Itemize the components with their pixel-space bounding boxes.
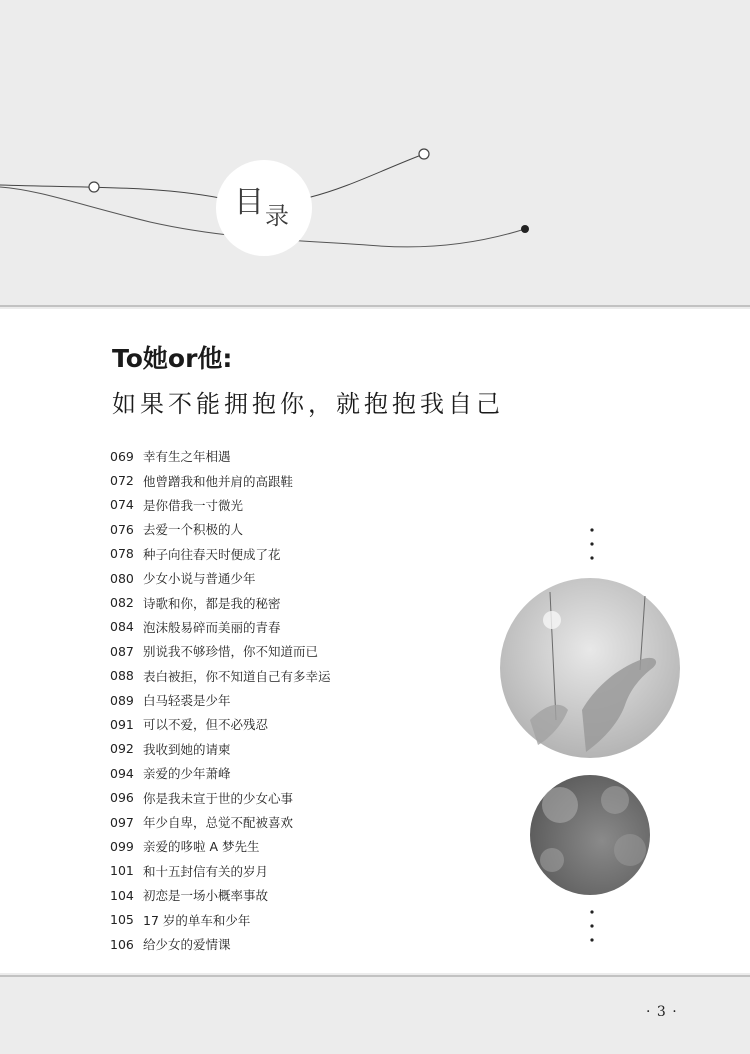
toc-list (110, 444, 331, 956)
toc-entry[interactable] (110, 859, 331, 883)
title-circle (216, 160, 312, 256)
deco-dot-open-left (89, 182, 99, 192)
dot-ornament (590, 938, 593, 941)
dot-ornament (590, 528, 593, 531)
toc-page-number: 106 (110, 936, 134, 952)
toc-entry-title: 幸有生之年相遇 (143, 449, 231, 465)
toc-entry-title: 和十五封信有关的岁月 (143, 863, 269, 879)
toc-page-number: 091 (110, 716, 134, 732)
toc-page-number: 105 (110, 912, 134, 928)
toc-entry[interactable] (110, 566, 331, 590)
toc-entry-title: 少女小说与普通少年 (143, 571, 256, 587)
page-title-char-2: 录 (265, 202, 289, 230)
deco-curve-1 (0, 154, 424, 203)
toc-entry-title: 17 岁的单车和少年 (143, 912, 251, 928)
toc-entry-title: 别说我不够珍惜，你不知道而已 (143, 644, 319, 660)
toc-page-number: 089 (110, 692, 134, 708)
toc-page-number: 078 (110, 546, 134, 562)
toc-entry[interactable] (110, 883, 331, 907)
dot-ornament (590, 542, 593, 545)
toc-page-number: 101 (110, 863, 134, 879)
sparkler-photo (500, 578, 680, 758)
toc-page-number: 097 (110, 814, 134, 830)
toc-entry[interactable] (110, 493, 331, 517)
toc-page-number: 074 (110, 497, 134, 513)
divider-top (0, 305, 750, 307)
deco-dot-filled (521, 225, 529, 233)
toc-entry[interactable] (110, 517, 331, 541)
toc-entry[interactable] (110, 761, 331, 785)
toc-page-number: 082 (110, 595, 134, 611)
toc-entry[interactable] (110, 785, 331, 809)
toc-page-number: 088 (110, 668, 134, 684)
toc-page-number: 076 (110, 521, 134, 537)
toc-entry[interactable] (110, 810, 331, 834)
toc-entry[interactable] (110, 639, 331, 663)
photo-decoration (490, 520, 690, 950)
toc-page-number: 080 (110, 570, 134, 586)
toc-page-number: 084 (110, 619, 134, 635)
toc-entry-title: 泡沫般易碎而美丽的青春 (143, 619, 281, 635)
toc-entry[interactable] (110, 615, 331, 639)
toc-page-number: 072 (110, 473, 134, 489)
toc-entry[interactable] (110, 590, 331, 614)
toc-entry-title: 白马轻裘是少年 (143, 693, 231, 709)
toc-entry-title: 亲爱的哆啦 A 梦先生 (143, 839, 260, 855)
toc-entry-title: 给少女的爱情课 (143, 937, 231, 952)
toc-entry[interactable] (110, 542, 331, 566)
toc-entry[interactable] (110, 907, 331, 931)
moon-photo (530, 775, 650, 895)
section-title: To她or他: (112, 344, 233, 373)
toc-entry-title: 亲爱的少年萧峰 (143, 766, 231, 782)
toc-entry[interactable] (110, 737, 331, 761)
toc-entry-title: 初恋是一场小概率事故 (143, 888, 269, 904)
toc-page-number: 094 (110, 765, 134, 781)
section-subtitle: 如果不能拥抱你，就抱抱我自己 (112, 390, 504, 418)
deco-dot-open-right (419, 149, 429, 159)
toc-page-number: 104 (110, 887, 134, 903)
toc-entry-title: 表白被拒，你不知道自己有多幸运 (143, 668, 331, 684)
toc-entry[interactable] (110, 444, 331, 468)
dot-ornament (590, 910, 593, 913)
toc-entry-title: 他曾蹭我和他并肩的高跟鞋 (143, 473, 294, 489)
toc-page-number: 096 (110, 790, 134, 806)
toc-entry[interactable] (110, 688, 331, 712)
toc-entry-title: 诗歌和你，都是我的秘密 (143, 595, 281, 611)
toc-entry-title: 我收到她的请柬 (143, 741, 231, 757)
page-title-char-1: 目 (234, 185, 264, 220)
page-number: · 3 · (646, 1004, 678, 1020)
header-decoration (0, 0, 750, 303)
divider-bottom (0, 975, 750, 977)
toc-page-number: 099 (110, 838, 134, 854)
toc-entry[interactable] (110, 468, 331, 492)
toc-entry-title: 去爱一个积极的人 (143, 522, 244, 538)
toc-page-number: 092 (110, 741, 134, 757)
dot-ornament (590, 924, 593, 927)
toc-entry[interactable] (110, 712, 331, 736)
dot-ornament (590, 556, 593, 559)
toc-entry[interactable] (110, 834, 331, 858)
toc-page-number: 087 (110, 643, 134, 659)
toc-entry-title: 可以不爱，但不必残忍 (143, 717, 269, 733)
toc-entry-title: 是你借我一寸微光 (143, 497, 244, 513)
toc-entry-title: 年少自卑，总觉不配被喜欢 (143, 815, 294, 831)
toc-entry[interactable] (110, 664, 331, 688)
toc-entry-title: 种子向往春天时便成了花 (143, 546, 281, 562)
toc-page-number: 069 (110, 448, 134, 464)
toc-entry-title: 你是我未宣于世的少女心事 (143, 790, 294, 806)
toc-entry[interactable] (110, 932, 331, 956)
